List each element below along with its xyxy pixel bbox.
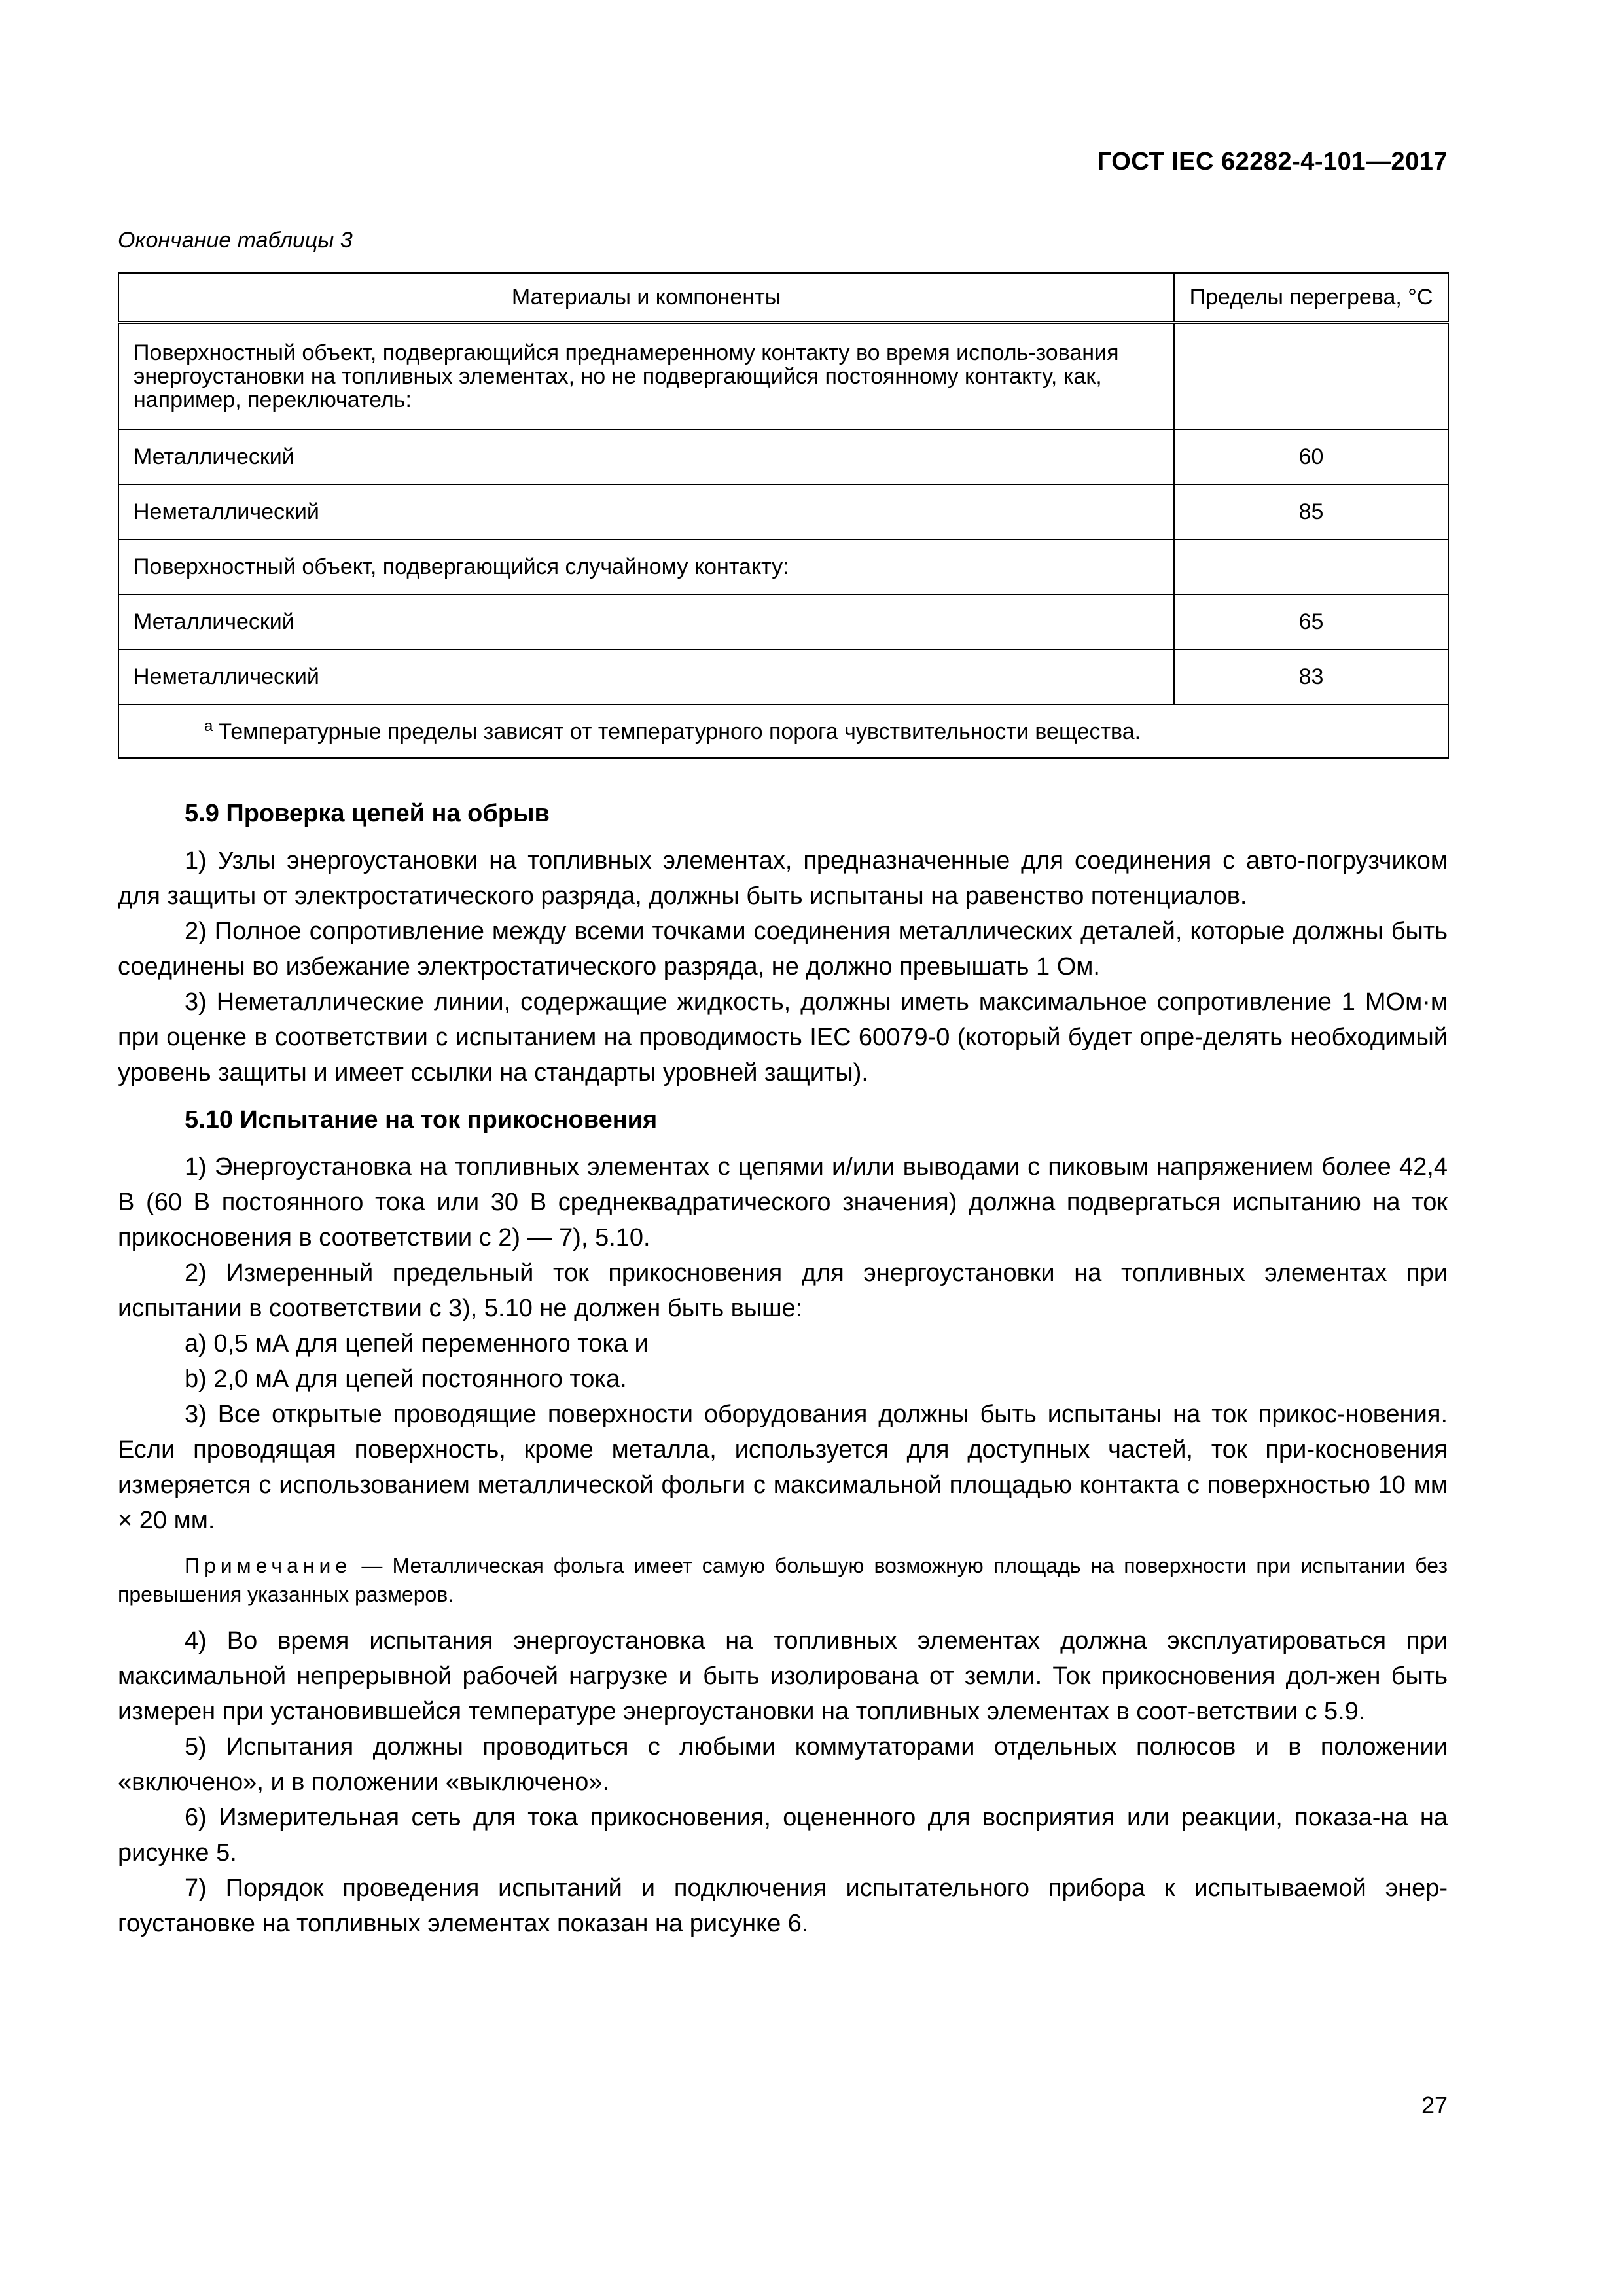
row-value: 65 bbox=[1174, 594, 1448, 649]
column-header-limits: Пределы перегрева, °С bbox=[1174, 273, 1448, 323]
row-label: Металлический bbox=[118, 429, 1174, 484]
row-label: Поверхностный объект, подвергающийся случайному контакту: bbox=[118, 539, 1174, 594]
table-header-row bbox=[118, 273, 1448, 323]
table-row bbox=[118, 539, 1448, 594]
row-label: Неметаллический bbox=[118, 484, 1174, 539]
document-code: ГОСТ IEC 62282-4-101—2017 bbox=[1097, 148, 1448, 175]
row-label: Поверхностный объект, подвергающийся преднамеренному контакту во время исполь-зования энергоустановки на топливных элементах, но не подвергающийся постоянному контакту, как, например, переключатель: bbox=[118, 323, 1174, 430]
row-value: 85 bbox=[1174, 484, 1448, 539]
note bbox=[118, 1551, 1448, 1609]
paragraph: 2) Измеренный предельный ток прикосновения для энергоустановки на топливных элементах при испытании в соответствии с 3), 5.10 не должен быть выше: bbox=[118, 1259, 1448, 1322]
note-text: — Металлическая фольга имеет самую большую возможную площадь на поверхности при испытании без превышения указанных размеров. bbox=[118, 1554, 1448, 1606]
paragraph: 2) Полное сопротивление между всеми точками соединения металлических деталей, которые должны быть соединены во избежание электростатического разряда, не должно превышать 1 Ом. bbox=[118, 918, 1448, 980]
footnote-text: Температурные пределы зависят от температурного порога чувствительности вещества. bbox=[218, 719, 1141, 744]
section-heading-5-10: 5.10 Испытание на ток прикосновения bbox=[185, 1106, 658, 1134]
table-row bbox=[118, 649, 1448, 704]
table-footnote bbox=[118, 704, 1448, 758]
paragraph: 7) Порядок проведения испытаний и подключения испытательного прибора к испытываемой энер-гоустановке на топливных элементах показан на рисунке 6. bbox=[118, 1874, 1448, 1937]
section-heading-5-9: 5.9 Проверка цепей на обрыв bbox=[185, 800, 550, 827]
row-label: Неметаллический bbox=[118, 649, 1174, 704]
table-row bbox=[118, 429, 1448, 484]
overheat-limits-table bbox=[118, 272, 1449, 759]
paragraph: 6) Измерительная сеть для тока прикосновения, оцененного для восприятия или реакции, показа-на на рисунке 5. bbox=[118, 1804, 1448, 1867]
table-footnote-row bbox=[118, 704, 1448, 758]
paragraph: 3) Все открытые проводящие поверхности оборудования должны быть испытаны на ток прикос-новения. Если проводящая поверхность, кроме металла, используется для доступных частей, ток при-косновения измеряется с использованием металлической фольги с максимальной площадью контакта с поверхностью 10 мм × 20 мм. bbox=[118, 1401, 1448, 1534]
note-label: Примечание bbox=[185, 1554, 352, 1577]
list-item: b) 2,0 мА для цепей постоянного тока. bbox=[185, 1365, 627, 1393]
row-value bbox=[1174, 539, 1448, 594]
footnote-mark: a bbox=[204, 717, 213, 735]
table-row bbox=[118, 594, 1448, 649]
document-body bbox=[118, 796, 1448, 1941]
table-row bbox=[118, 323, 1448, 430]
row-value: 83 bbox=[1174, 649, 1448, 704]
row-value: 60 bbox=[1174, 429, 1448, 484]
table-caption: Окончание таблицы 3 bbox=[118, 228, 353, 253]
page-number: 27 bbox=[1421, 2092, 1448, 2119]
paragraph: 4) Во время испытания энергоустановка на топливных элементах должна эксплуатироваться при максимальной непрерывной рабочей нагрузке и быть изолирована от земли. Ток прикосновения дол-жен быть измерен при установившейся температуре энергоустановки на топливных элементах в соот-ветствии с 5.9. bbox=[118, 1627, 1448, 1725]
row-value bbox=[1174, 323, 1448, 430]
paragraph: 5) Испытания должны проводиться с любыми коммутаторами отдельных полюсов и в положении «включено», и в положении «выключено». bbox=[118, 1733, 1448, 1796]
paragraph: 1) Энергоустановка на топливных элементах с цепями и/или выводами с пиковым напряжением более 42,4 В (60 В постоянного тока или 30 В среднеквадратического значения) должна подвергаться испытанию на ток прикосновения в соответствии с 2) — 7), 5.10. bbox=[118, 1153, 1448, 1251]
row-label: Металлический bbox=[118, 594, 1174, 649]
table-row bbox=[118, 484, 1448, 539]
paragraph: 3) Неметаллические линии, содержащие жидкость, должны иметь максимальное сопротивление 1 МОм·м при оценке в соответствии с испытанием на проводимость IEC 60079-0 (который будет опре-делять необходимый уровень защиты и имеет ссылки на стандарты уровней защиты). bbox=[118, 988, 1448, 1086]
column-header-materials: Материалы и компоненты bbox=[118, 273, 1174, 323]
list-item: a) 0,5 мА для цепей переменного тока и bbox=[185, 1330, 649, 1357]
paragraph: 1) Узлы энергоустановки на топливных элементах, предназначенные для соединения с авто-погрузчиком для защиты от электростатического разряда, должны быть испытаны на равенство потенциалов. bbox=[118, 847, 1448, 910]
